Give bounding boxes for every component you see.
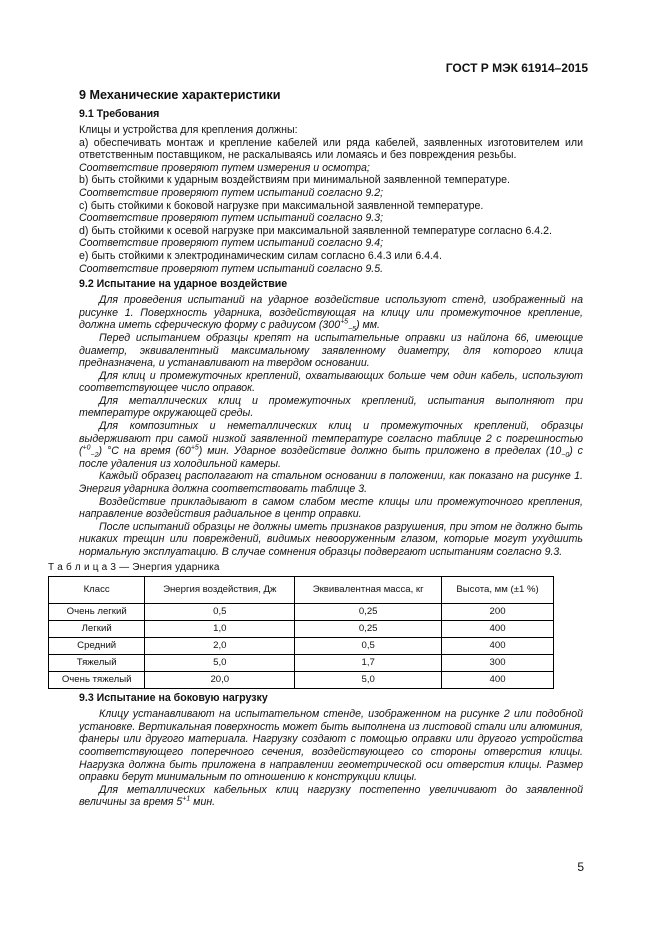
subsection-title-9-3: 9.3 Испытание на боковую нагрузку [79,692,268,705]
table-row [49,604,554,621]
impact-p5-text-b: ) °С на время (60 [98,445,191,458]
impact-p5-text-a: Для композитных и неметаллических клиц и промежуточных креплений, образцы выдерживают при самой низкой заявленной температуре согласно таблице 2 с погрешностью ( [79,420,583,458]
impact-p5-sup: +0 [82,444,91,452]
lateral-p2-sup: +1 [182,795,191,803]
table-cell: Очень легкий [49,604,145,621]
table-cell: 5,0 [295,672,442,689]
table-cell: Средний [49,638,145,655]
impact-energy-table [48,576,554,689]
impact-paragraph-4: Для металлических клиц и промежуточных креплений, испытания выполняют при температуре окружающей среды. [79,394,583,420]
section-title: 9 Механические характеристики [79,88,281,102]
table-header-row [49,577,554,604]
lateral-p2-text: Для металлических кабельных клиц нагрузку постепенно увеличивают до заявленной величины за время 5 [79,783,583,809]
table-row [49,655,554,672]
impact-p5-text-c: ) мин. Ударное воздействие должно быть приложено в пределах (10 [198,445,562,458]
subsection-title-9-2: 9.2 Испытание на ударное воздействие [79,278,288,291]
table-cell: Легкий [49,621,145,638]
table-cell: 0,5 [295,638,442,655]
table-cell: 20,0 [145,672,295,689]
table-row [49,638,554,655]
lateral-load-paragraph-1: Клицу устанавливают на испытательном стенде, изображенном на рисунке 2 или подобной установке. Вертикальная поверхность может быть выполнена из листовой стали или алюминия, фанеры или другого материала. Нагрузку создают с помощью оправки или другого устройства соответствующего поперечного сечения, воздействующего со стороны отверстия клицы. Нагрузка должна быть приложена в направлении геометрической оси отверстия клицы. Размер оправки берут минимальным по отношению к конструкции клицы. [79,708,583,784]
table-header-cell: Эквивалентная масса, кг [295,577,442,604]
table-cell: 400 [442,638,554,655]
table-cell: Очень тяжелый [49,672,145,689]
requirement-c-check: Соответствие проверяют путем испытаний согласно 9.3; [79,212,384,225]
impact-paragraph-6: Каждый образец располагают на стальном основании в положении, как показано на рисунке 1. Энергия ударника должна соответствовать таблице 3. [79,470,583,496]
requirement-c: c) быть стойкими к боковой нагрузке при максимальной заявленной температуре. [79,199,484,212]
impact-p5-sub-2: −0 [561,452,570,460]
impact-p1-end: ) мм. [356,319,381,332]
table-cell: 5,0 [145,655,295,672]
table-cell: 0,25 [295,621,442,638]
impact-p5-sub: −2 [90,452,99,460]
requirement-b: b) быть стойкими к ударным воздействиям при минимальной заявленной температуре. [79,174,510,187]
requirement-b-check: Соответствие проверяют путем испытаний согласно 9.2; [79,186,384,199]
requirements-intro: Клицы и устройства для крепления должны: [79,124,298,136]
table-cell: 400 [442,672,554,689]
impact-paragraph-5 [79,420,583,470]
table-cell: 1,0 [145,621,295,638]
impact-p5-text-d: ) с после удаления из холодильной камеры. [79,445,583,470]
table-header-cell: Высота, мм (±1 %) [442,577,554,604]
lateral-load-paragraph-2 [79,784,583,809]
table-header-cell: Энергия воздействия, Дж [145,577,295,604]
table-header-cell: Класс [49,577,145,604]
document-id-header: ГОСТ Р МЭК 61914–2015 [445,61,588,75]
requirement-e: е) быть стойкими к электродинамическим силам согласно 6.4.3 или 6.4.4. [79,249,442,262]
impact-paragraph-2: Перед испытанием образцы крепят на испытательные оправки из найлона 66, имеющие диаметр, эквивалентный максимальному заявленному диаметру, для которого клица предназначена, и устанавливают на твердом основании. [79,331,583,370]
impact-p1-sup: +5 [340,318,349,326]
table-cell: 2,0 [145,638,295,655]
table-cell: 0,25 [295,604,442,621]
table-caption: Т а б л и ц а 3 — Энергия ударника [48,561,220,573]
requirement-d: d) быть стойкими к осевой нагрузке при максимальной заявленной температуре согласно 6.4.2. [79,224,552,237]
impact-paragraph-3: Для клиц и промежуточных креплений, охватывающих больше чем один кабель, используют соответствующее число оправок. [79,369,583,395]
requirement-a: а) обеспечивать монтаж и крепление кабелей или ряда кабелей, заявленных изготовителем или ответственным поставщиком, не раскалываясь или ломаясь и без повреждения резьбы. [79,136,583,162]
page-content [48,88,583,809]
table-cell: 1,7 [295,655,442,672]
table-row [49,621,554,638]
lateral-p2-end: мин. [190,796,216,809]
impact-paragraph-7: Воздействие прикладывают в самом слабом месте клицы или промежуточного крепления, направление воздействия радиальное в центр оправки. [79,495,583,521]
impact-p5-sup-2: +5 [190,444,199,452]
requirement-d-check: Соответствие проверяют путем испытаний согласно 9.4; [79,237,384,250]
table-cell: Тяжелый [49,655,145,672]
impact-paragraph-1 [79,294,583,332]
table-cell: 0,5 [145,604,295,621]
table-cell: 400 [442,621,554,638]
table-cell: 200 [442,604,554,621]
subsection-title-9-1: 9.1 Требования [79,108,160,120]
impact-p1-text: Для проведения испытаний на ударное воздействие используют стенд, изображенный на рисунке 1. Поверхность ударника, воздействующая на клицу или промежуточное крепление, должна иметь сферическую форму с радиусом (300 [79,294,583,332]
page-number: 5 [577,860,584,874]
requirement-a-check: Соответствие проверяют путем измерения и осмотра; [79,161,370,174]
impact-paragraph-8: После испытаний образцы не должны иметь признаков разрушения, при этом не должно быть никаких трещин или повреждений, видимых невооруженным глазом, которые могут ухудшить нормальную эксплуатацию. В случае сомнения образцы подвергают испытаниям согласно 9.3. [79,520,583,558]
impact-p1-sub: −5 [348,326,357,334]
table-row [49,672,554,689]
table-cell: 300 [442,655,554,672]
requirement-e-check: Соответствие проверяют путем испытаний согласно 9.5. [79,262,384,275]
